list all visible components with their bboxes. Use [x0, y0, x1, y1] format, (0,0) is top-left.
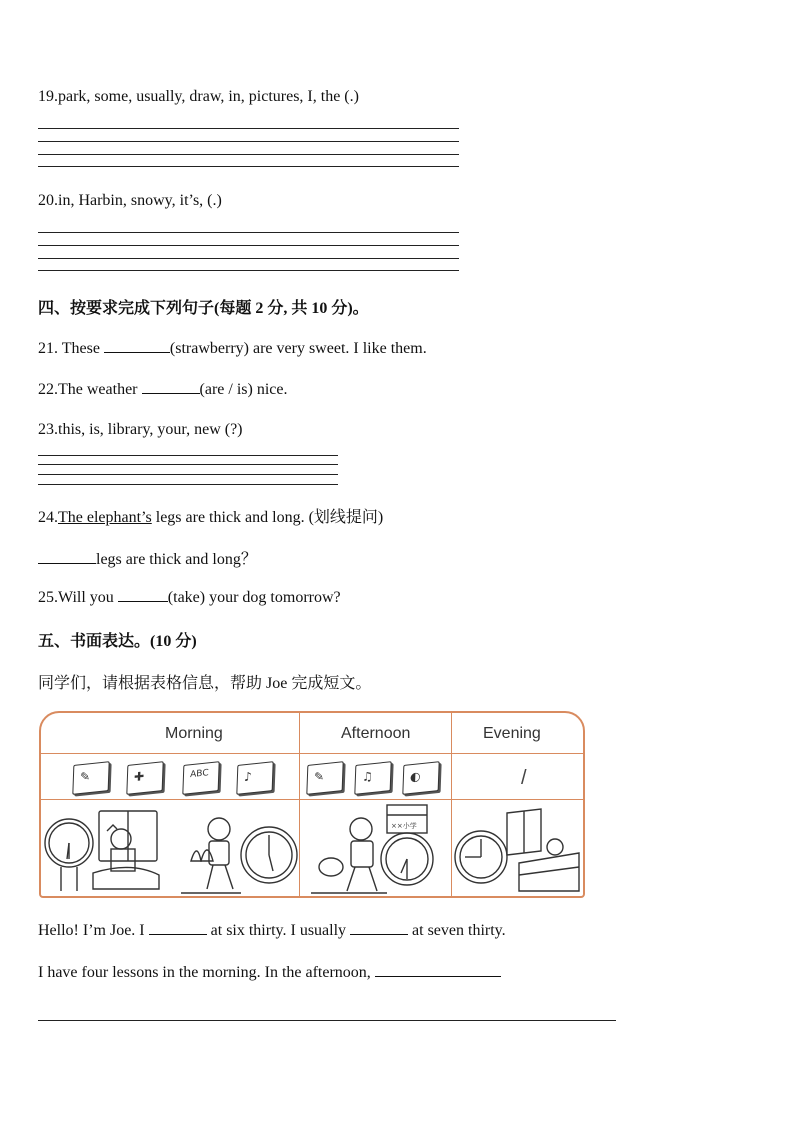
clock-icon [455, 831, 507, 883]
q21-prefix: 21. These [38, 340, 104, 357]
answer-line[interactable] [38, 1020, 616, 1021]
question-24-answer [38, 546, 257, 569]
clock-icon [381, 833, 433, 885]
answer-line[interactable] [38, 166, 459, 167]
answer-line[interactable] [38, 141, 459, 142]
book-icon: ✚ [126, 761, 163, 795]
waking-boy-icon [93, 811, 159, 889]
header-evening: Evening [483, 725, 541, 742]
book-icon: ✎ [72, 761, 109, 795]
schedule-illustrations [41, 801, 583, 896]
q24-answer-suffix: legs are thick and long？ [96, 551, 257, 568]
q24-blank[interactable] [38, 549, 96, 564]
passage-line-2 [38, 962, 501, 982]
answer-line[interactable] [38, 232, 459, 233]
q22-suffix: (are / is) nice. [199, 381, 288, 398]
book-icon: ♫ [354, 761, 391, 795]
passage-blank-1[interactable] [149, 920, 207, 935]
answer-line[interactable] [38, 258, 459, 259]
answer-line[interactable] [38, 154, 459, 155]
q21-suffix: (strawberry) are very sweet. I like them. [169, 340, 427, 357]
q24-underlined-phrase: The elephant’s [58, 509, 152, 526]
clock-icon [241, 827, 297, 883]
answer-line[interactable] [38, 455, 338, 456]
schedule-table [39, 711, 585, 898]
book-icon: ◐ [402, 761, 439, 795]
passage-blank-3[interactable] [375, 962, 501, 977]
book-icon: ✎ [306, 761, 343, 795]
question-21 [38, 338, 427, 358]
sleeping-boy-icon [507, 809, 579, 891]
section-4-heading: 四、按要求完成下列句子(每题 2 分, 共 10 分)。 [38, 300, 369, 317]
svg-text:××小学: ××小学 [391, 822, 417, 830]
question-25 [38, 587, 341, 607]
question-22 [38, 379, 287, 399]
book-icon: ♪ [236, 761, 273, 795]
q22-blank[interactable] [142, 379, 200, 394]
evening-no-lessons-mark: / [521, 767, 527, 789]
clock-icon [45, 819, 93, 891]
question-20: 20.in, Harbin, snowy, it’s, (.) [38, 192, 222, 209]
header-afternoon: Afternoon [341, 725, 411, 742]
answer-line[interactable] [38, 128, 459, 129]
q25-blank[interactable] [118, 587, 168, 602]
table-row-divider [41, 753, 583, 754]
q22-prefix: 22.The weather [38, 381, 142, 398]
passage-text: at six thirty. I usually [206, 922, 351, 939]
header-morning: Morning [165, 725, 223, 742]
passage-text: I have four lessons in the morning. In the afternoon, [38, 964, 375, 981]
q24-number: 24. [38, 509, 58, 526]
table-row-divider [41, 799, 583, 800]
q21-blank[interactable] [104, 338, 170, 353]
answer-line[interactable] [38, 270, 459, 271]
section-5-instruction: 同学们，请根据表格信息，帮助 Joe 完成短文。 [38, 675, 372, 692]
answer-line[interactable] [38, 474, 338, 475]
passage-text: at seven thirty. [408, 922, 506, 939]
book-icon: ABC [182, 761, 219, 795]
walking-boy-icon [311, 818, 387, 893]
section-5-heading: 五、书面表达。(10 分) [38, 633, 197, 650]
answer-line[interactable] [38, 484, 338, 485]
question-23: 23.this, is, library, your, new (?) [38, 421, 243, 438]
answer-line[interactable] [38, 464, 338, 465]
answer-line[interactable] [38, 245, 459, 246]
passage-text: Hello! I’m Joe. I [38, 922, 149, 939]
question-19: 19.park, some, usually, draw, in, pictures, I, the (.) [38, 88, 359, 105]
passage-line-1 [38, 920, 506, 940]
q24-suffix: legs are thick and long. (划线提问) [151, 509, 384, 526]
walking-boy-icon [181, 818, 241, 893]
q25-prefix: 25.Will you [38, 589, 118, 606]
passage-blank-2[interactable] [350, 920, 408, 935]
q25-suffix: (take) your dog tomorrow? [167, 589, 341, 606]
question-24 [38, 504, 383, 527]
